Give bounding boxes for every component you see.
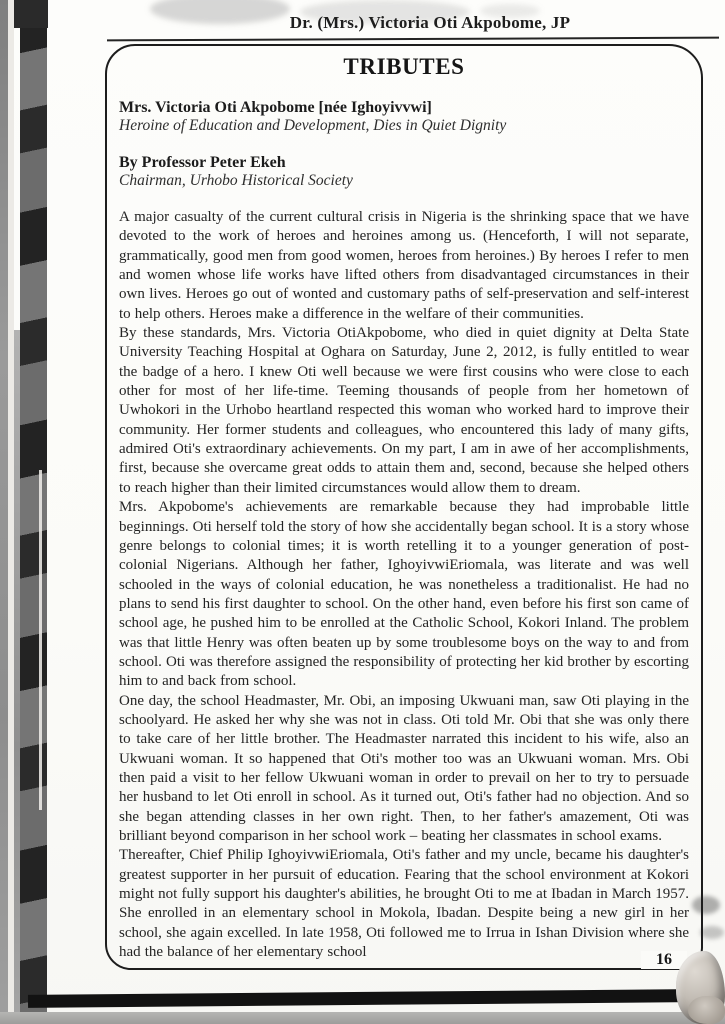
scan-edge-grey-strip <box>0 0 8 1024</box>
paragraph: Mrs. Akpobome's achievements are remarkable because they had improbable little beginnings. Oti herself told the story of how she accidentally began school. It is a story whose genre belongs to colonial times; it is worth retelling it to a younger generation of post-colonial Nigerians. Although her father, IghoyivwiEriomala, was literate and was well schooled in the ways of colonial education, he was nonetheless a traditionalist. He had no plans to send his first daughter to school. On the other hand, even before his first son came of school age, he pushed him to be enrolled at the Catholic School, Kokori Inland. The problem was that little Henry was often beaten up by some troublesome boys on the way to and from school. Oti was therefore assigned the responsibility of protecting her kid brother by escorting him to and back from school. <box>119 499 689 690</box>
binding-top-patch <box>14 0 48 28</box>
binding-highlight-line <box>39 470 42 810</box>
byline-role: Chairman, Urhobo Historical Society <box>119 172 353 189</box>
paragraph: Thereafter, Chief Philip IghoyivwiEriomala, Oti's father and my uncle, became his daughter's greatest supporter in her pursuit of education. Fearing that the school environment at Kokori might not fully support his daughter's abilities, he brought Oti to me at Ibadan in March 1957. She enrolled in an elementary school in Mokola, Ibadan. Despite being a new girl in her school, she again excelled. In late 1958, Oti followed me to Irrua in Ishan Division where she had the balance of her elementary school <box>119 847 689 961</box>
paragraph: By these standards, Mrs. Victoria OtiAkpobome, who died in quiet dignity at Delta State University Teaching Hospital at Oghara on Saturday, June 2, 2012, is fully entitled to wear the badge of a hero. I knew Oti well because we were first cousins who were close to each other for most of her life-time. Teeming thousands of people from her hometown of Uwhokori in the Urhobo heartland respected this woman who worked hard to improve their community. Her former students and colleagues, who encountered this lady of many gifts, admired Oti's extraordinary achievements. On my part, I am in awe of her accomplishments, first, because she overcame great odds to attain them and, second, because she helped others to reach higher than their limited circumstances would allow them to dream. <box>119 325 689 496</box>
article-body <box>119 208 689 962</box>
running-header: Dr. (Mrs.) Victoria Oti Akpobome, JP <box>289 13 571 32</box>
corner-stone-artifact-small <box>688 996 725 1024</box>
subject-block <box>119 99 689 135</box>
header-rule <box>107 37 719 42</box>
scan-smudge <box>700 926 724 939</box>
subject-subtitle: Heroine of Education and Development, Dies in Quiet Dignity <box>119 117 507 134</box>
paragraph: One day, the school Headmaster, Mr. Obi, an imposing Ukwuani man, saw Oti playing in the schoolyard. He asked her why she was not in class. Oti told Mr. Obi that she was only there to take care of her little brother. The Headmaster narrated this incident to his wife, also an Ukwuani woman. It so happened that Oti's mother too was an Ukwuani woman. Mrs. Obi then paid a visit to her fellow Ukwuani woman in order to prevail on her to try to persuade her husband to let Oti enroll in school. As it turned out, Oti's father had no objection. And so she began attending classes in her own right. Then, to her father's amazement, Oti was brilliant beyond comparison in her school work – beating her classmates in school exams. <box>119 692 689 844</box>
scan-bottom-black-bar <box>28 989 690 1008</box>
byline: By Professor Peter Ekeh <box>119 154 286 171</box>
scan-bottom-grey-strip <box>0 1012 725 1024</box>
subject-name: Mrs. Victoria Oti Akpobome [née Ighoyivvwi] <box>119 99 432 116</box>
page-number: 16 <box>641 951 687 969</box>
page-title: TRIBUTES <box>343 54 465 79</box>
byline-block <box>119 154 689 190</box>
book-binding-strip <box>20 0 47 1024</box>
paragraph: A major casualty of the current cultural crisis in Nigeria is the shrinking space that we have devoted to the work of heroes and heroines among us. (Henceforth, I will not separate, grammatically, good men from good women, heroes from heroines.) By heroes I refer to men and women whose life works have lifted others from disadvantaged circumstances in their own lives. Heroes go out of wonted and customary paths of self-preservation and self-interest to help others. Heroes make a difference in the welfare of their communities. <box>119 209 689 322</box>
tribute-box <box>105 44 703 970</box>
